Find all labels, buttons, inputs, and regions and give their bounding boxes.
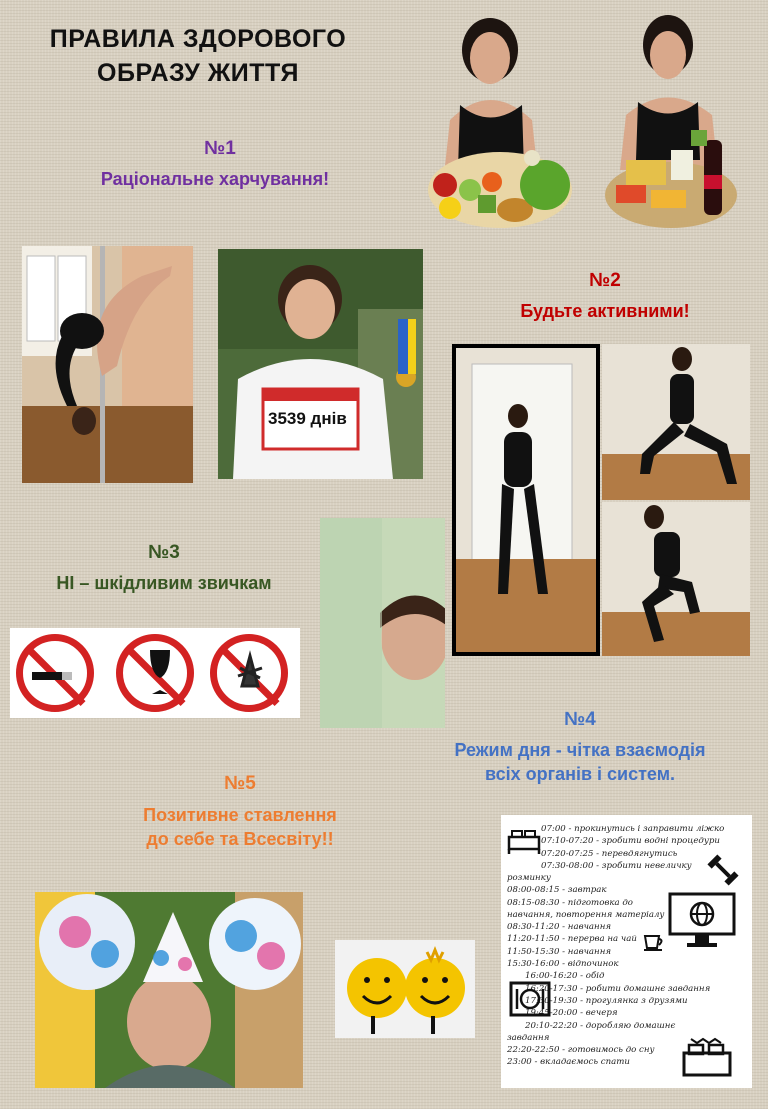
junk-food-photo [596,10,746,235]
balloons-photo [35,892,303,1088]
schedule-line: 23:00 - вкладаємось спати [507,1057,630,1068]
schedule-line: завдання [507,1032,550,1043]
rule-1-number [150,138,290,160]
schedule-line: 07:10-07:20 - зробити водні процедури [541,836,720,847]
runner-bib-number: 3539 днів [268,409,347,428]
rule-2-number [535,270,675,292]
tea-cup-icon [642,930,666,952]
schedule-line: 15:30-16:00 - відпочинок [507,959,619,970]
page-title [18,22,378,90]
rule-4-text-line-1: Режим дня - чітка взаємодія [454,740,706,760]
rule-5-number-text: №5 [224,773,256,794]
schedule-line: 08:30-11:20 - навчання [507,922,612,933]
schedule-line: 07:30-08:00 - зробити невеличку [541,860,692,871]
schedule-line: 11:20-11:50 - перерва на чай [507,934,637,945]
schedule-line: 08:15-08:30 - підготовка до [507,897,633,908]
bed-sleep-icon [681,1037,733,1081]
title-line-2: ОБРАЗУ ЖИТТЯ [97,59,299,87]
rule-2-number-text: №2 [589,270,621,291]
rule-1-text: Раціональне харчування! [100,169,330,189]
schedule-line: 16:00-16:20 - обід [525,971,605,982]
schedule-line: навчання, повторення матеріалу [507,909,665,920]
pole-dance-photo [22,246,193,483]
rule-5-text-line-2: до себе та Всесвіту!! [146,829,334,849]
title-line-1: ПРАВИЛА ЗДОРОВОГО [49,25,347,53]
schedule-line: 11:50-15:30 - навчання [507,946,612,957]
schedule-line: 17:30-19:30 - прогулянка з друзями [525,995,688,1006]
computer-globe-icon [667,891,737,949]
rule-4-number-text: №4 [564,709,596,730]
rule-4-text [410,738,750,786]
rule-4-number [510,709,650,731]
rule-5-text-line-1: Позитивне ставлення [143,805,337,825]
healthy-food-photo [420,10,580,235]
exercise-lunge-photo [602,344,750,500]
schedule-line: 20:10-22:20 - доробляю домашнє [525,1020,676,1031]
rule-4-text-line-2: всіх органів і систем. [484,764,676,784]
runner-medal-photo [218,249,423,479]
bed-icon [507,825,541,855]
schedule-line: 07:00 - прокинутись і заправити ліжко [541,824,725,834]
dining-plate-icon [509,981,551,1017]
schedule-line: розминку [507,873,551,883]
rule-5-text [100,803,380,851]
rule-3-number [94,542,234,564]
exercise-squat-photo [602,502,750,656]
bottle-face-photo [320,518,445,728]
rule-3-text: НІ – шкідливим звичкам [56,573,272,593]
schedule-line: 19:45-20:00 - вечеря [525,1008,618,1019]
schedule-line: 07:20-07:25 - перевдягнутись [541,848,678,859]
schedule-line: 16:20-17:30 - робити домашнє завдання [525,983,711,994]
rule-2-text: Будьте активними! [520,301,690,321]
rule-3-number-text: №3 [148,542,180,563]
dumbbell-icon [706,853,740,887]
schedule-line: 08:00-08:15 - завтрак [507,885,607,896]
smileys-photo [335,940,475,1038]
schedule-line: 22:20-22:50 - готовимось до сну [507,1045,655,1056]
exercise-standing-photo [452,344,600,656]
daily-schedule-card [501,815,752,1088]
prohibition-signs-panel [10,628,300,718]
rule-1-number-text: №1 [204,138,236,159]
rule-5-number [170,773,310,795]
